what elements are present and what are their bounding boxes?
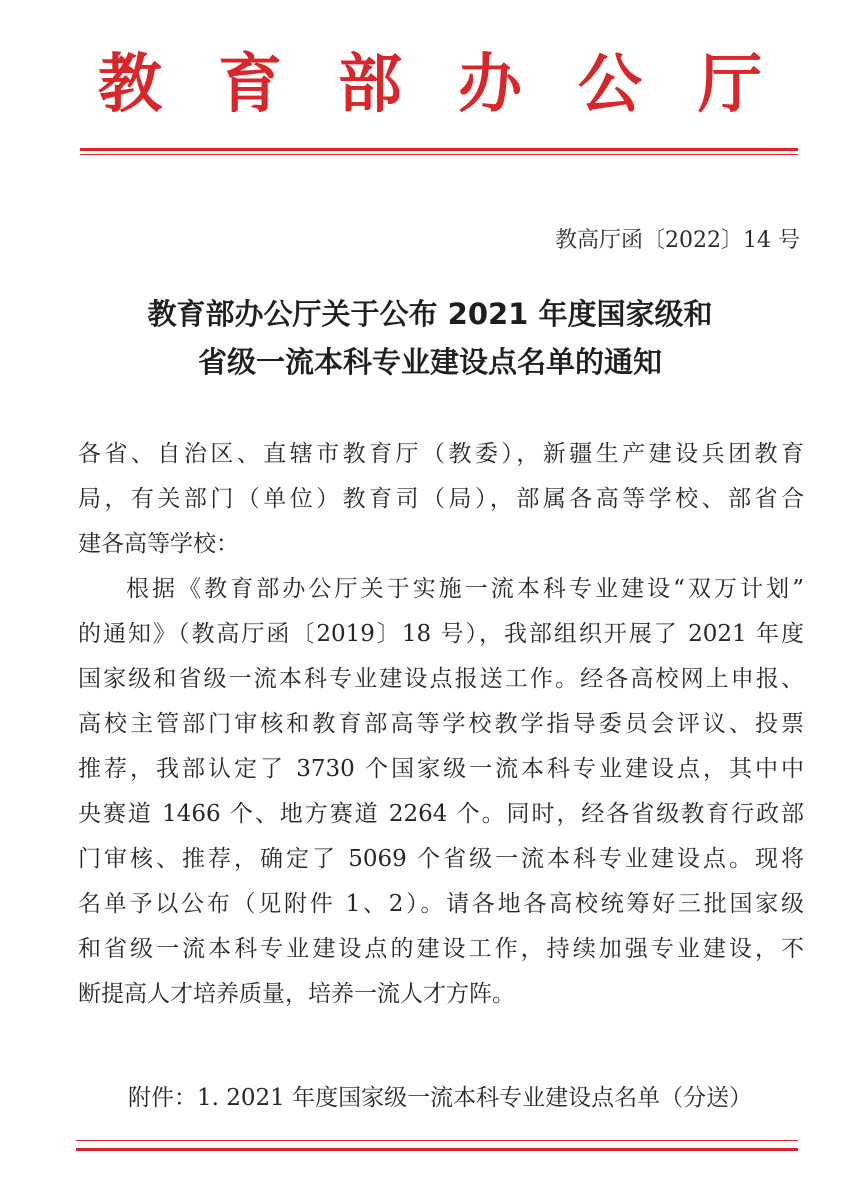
body-paragraph bbox=[78, 567, 804, 1017]
paragraph-line: 推荐，我部认定了 3730 个国家级一流本科专业建设点，其中中 bbox=[78, 756, 804, 782]
red-footer-rule bbox=[76, 1148, 798, 1151]
red-header-rule-thin bbox=[80, 154, 798, 155]
paragraph-line: 和省级一流本科专业建设点的建设工作，持续加强专业建设，不 bbox=[78, 936, 804, 962]
red-footer-rule-thin bbox=[76, 1140, 798, 1141]
org-masthead: 教育部办公厅 bbox=[98, 47, 818, 122]
red-header-rule bbox=[80, 148, 798, 151]
document-title bbox=[0, 290, 860, 386]
salutation-line: 局，有关部门（单位）教育司（局），部属各高等学校、部省合 bbox=[78, 486, 804, 512]
attachment-line: 附件：1. 2021 年度国家级一流本科专业建设点名单（分送） bbox=[128, 1085, 753, 1111]
document-number: 教高厅函〔2022〕14 号 bbox=[555, 228, 800, 253]
salutation-line: 各省、自治区、直辖市教育厅（教委），新疆生产建设兵团教育 bbox=[78, 441, 804, 467]
title-line: 省级一流本科专业建设点名单的通知 bbox=[197, 345, 662, 379]
paragraph-line: 的通知》（教高厅函〔2019〕18 号），我部组织开展了 2021 年度 bbox=[78, 621, 804, 647]
salutation bbox=[78, 432, 804, 567]
paragraph-line: 央赛道 1466 个、地方赛道 2264 个。同时，经各省级教育行政部 bbox=[78, 801, 804, 827]
salutation-line: 建各高等学校： bbox=[78, 531, 239, 557]
paragraph-line: 名单予以公布（见附件 1、2）。请各地各高校统筹好三批国家级 bbox=[78, 891, 804, 917]
paragraph-line: 高校主管部门审核和教育部高等学校教学指导委员会评议、投票 bbox=[78, 711, 804, 737]
paragraph-line: 门审核、推荐，确定了 5069 个省级一流本科专业建设点。现将 bbox=[78, 846, 804, 872]
title-line: 教育部办公厅关于公布 2021 年度国家级和 bbox=[147, 297, 713, 331]
paragraph-line: 根据《教育部办公厅关于实施一流本科专业建设“双万计划” bbox=[126, 576, 804, 602]
paragraph-line: 断提高人才培养质量，培养一流人才方阵。 bbox=[78, 981, 515, 1007]
paragraph-line: 国家级和省级一流本科专业建设点报送工作。经各高校网上申报、 bbox=[78, 666, 804, 692]
